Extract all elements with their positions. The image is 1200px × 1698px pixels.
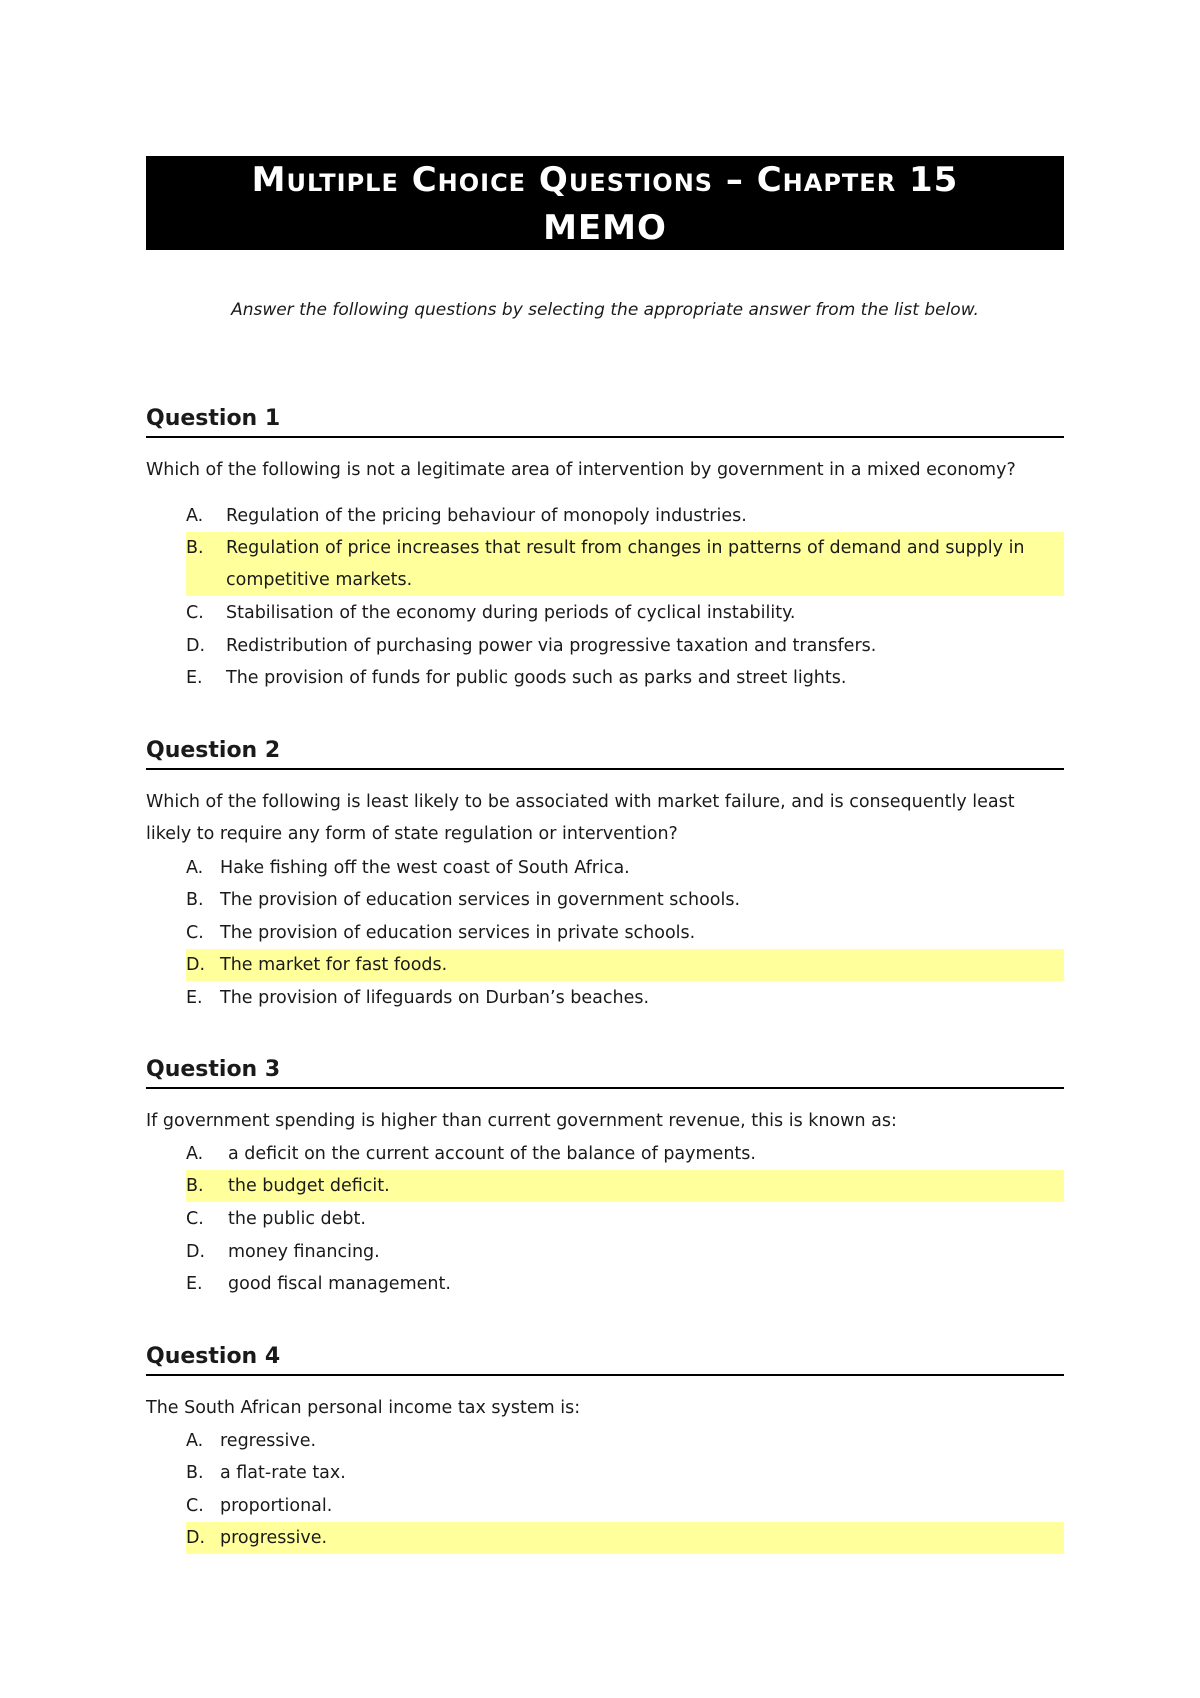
question-2-option-b[interactable]: [186, 884, 1066, 916]
option-letter: A.: [186, 1144, 204, 1164]
option-letter: A.: [186, 858, 204, 878]
question-1-option-c[interactable]: [186, 597, 1066, 629]
question-3-option-b[interactable]: [186, 1170, 1064, 1202]
option-letter: E.: [186, 1274, 203, 1294]
option-letter: D.: [186, 1242, 206, 1262]
question-2-option-d[interactable]: [186, 949, 1064, 981]
option-letter: E.: [186, 988, 203, 1008]
option-text: money financing.: [228, 1242, 380, 1262]
option-letter: C.: [186, 923, 204, 943]
option-letter: A.: [186, 1431, 204, 1451]
option-letter: B.: [186, 1176, 204, 1196]
option-text: a deficit on the current account of the balance of payments.: [228, 1144, 756, 1164]
option-text: Regulation of price increases that result from changes in patterns of demand and supply in competitive markets.: [226, 538, 1025, 590]
question-1-heading: Question 1: [146, 404, 1064, 438]
question-2-option-c[interactable]: [186, 917, 1066, 949]
question-3-option-d[interactable]: [186, 1236, 1066, 1268]
question-3-option-c[interactable]: [186, 1203, 1066, 1235]
option-text: the budget deficit.: [228, 1176, 390, 1196]
option-text: Hake fishing off the west coast of South Africa.: [220, 858, 630, 878]
question-4-heading: Question 4: [146, 1342, 1064, 1376]
option-letter: D.: [186, 955, 206, 975]
option-letter: C.: [186, 1209, 204, 1229]
title-line-1: Multiple Choice Questions – Chapter 15: [251, 160, 959, 200]
question-4-option-b[interactable]: [186, 1457, 1066, 1489]
option-letter: E.: [186, 668, 203, 688]
question-1-option-a[interactable]: [186, 500, 1066, 532]
title-banner: [146, 156, 1064, 250]
option-text: The market for fast foods.: [220, 955, 448, 975]
question-3-option-a[interactable]: [186, 1138, 1066, 1170]
option-text: progressive.: [220, 1528, 328, 1548]
title-line-2: MEMO: [543, 208, 667, 248]
question-1-option-e[interactable]: [186, 662, 1066, 694]
question-4-option-a[interactable]: [186, 1425, 1066, 1457]
option-text: a flat-rate tax.: [220, 1463, 346, 1483]
option-letter: D.: [186, 636, 206, 656]
option-letter: A.: [186, 506, 204, 526]
question-2-option-a[interactable]: [186, 852, 1066, 884]
option-letter: B.: [186, 1463, 204, 1483]
option-letter: C.: [186, 1496, 204, 1516]
question-2-text: Which of the following is least likely to be associated with market failure, and is consequently least likely to require any form of state regulation or intervention?: [146, 792, 1015, 844]
option-letter: D.: [186, 1528, 206, 1548]
option-text: Regulation of the pricing behaviour of monopoly industries.: [226, 506, 747, 526]
question-1-text: Which of the following is not a legitimate area of intervention by government in a mixed economy?: [146, 460, 1016, 480]
question-1-option-b[interactable]: [186, 532, 1064, 596]
option-text: proportional.: [220, 1496, 333, 1516]
option-text: regressive.: [220, 1431, 317, 1451]
option-text: the public debt.: [228, 1209, 366, 1229]
option-text: The provision of lifeguards on Durban’s beaches.: [220, 988, 650, 1008]
question-2-option-e[interactable]: [186, 982, 1066, 1014]
option-letter: B.: [186, 890, 204, 910]
option-text: The provision of education services in government schools.: [220, 890, 741, 910]
option-letter: B.: [186, 538, 204, 558]
option-letter: C.: [186, 603, 204, 623]
instruction-text: Answer the following questions by selecting the appropriate answer from the list below.: [231, 300, 979, 320]
question-2-heading: Question 2: [146, 736, 1064, 770]
question-4-text: The South African personal income tax system is:: [146, 1398, 581, 1418]
option-text: Stabilisation of the economy during periods of cyclical instability.: [226, 603, 796, 623]
question-4-option-d[interactable]: [186, 1522, 1064, 1554]
question-4-option-c[interactable]: [186, 1490, 1066, 1522]
question-3-option-e[interactable]: [186, 1268, 1066, 1300]
option-text: good fiscal management.: [228, 1274, 451, 1294]
option-text: The provision of education services in private schools.: [220, 923, 696, 943]
option-text: The provision of funds for public goods such as parks and street lights.: [226, 668, 847, 688]
question-3-text: If government spending is higher than current government revenue, this is known as:: [146, 1111, 897, 1131]
question-3-heading: Question 3: [146, 1055, 1064, 1089]
option-text: Redistribution of purchasing power via progressive taxation and transfers.: [226, 636, 877, 656]
question-1-option-d[interactable]: [186, 630, 1066, 662]
